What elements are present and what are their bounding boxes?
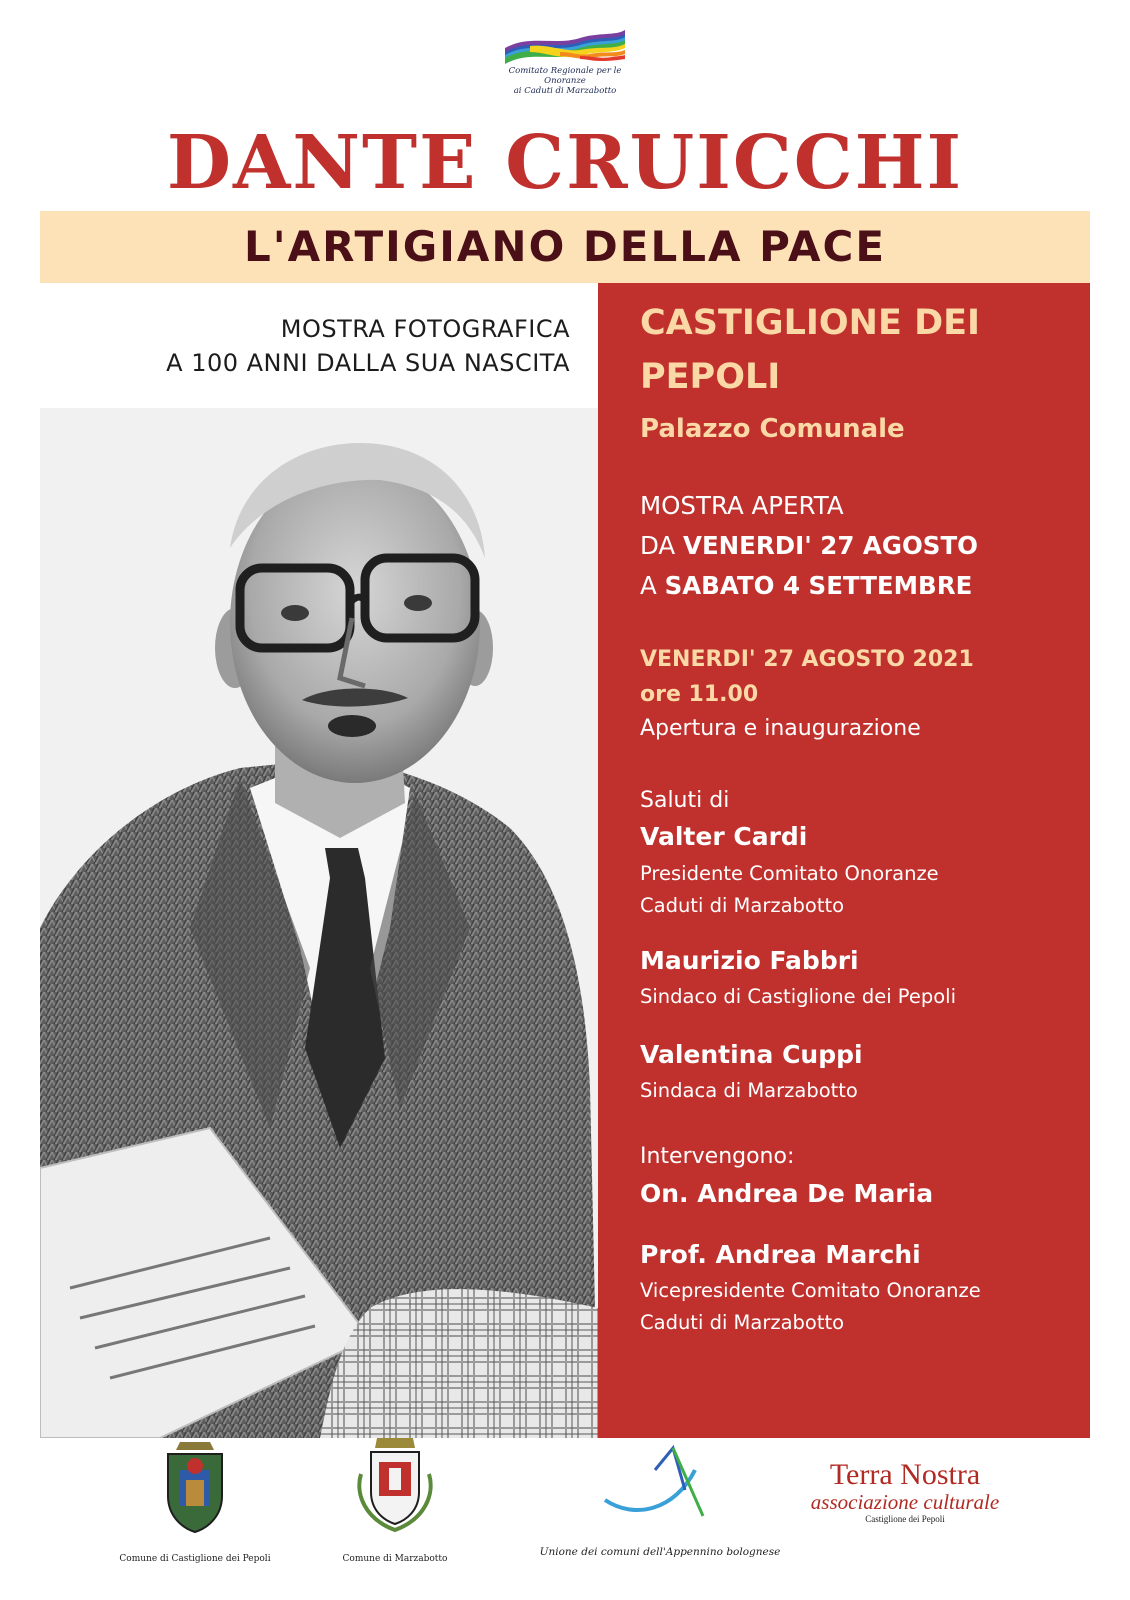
exhibition-dates bbox=[640, 486, 1080, 606]
footer-logo-terra-nostra bbox=[800, 1430, 1010, 1580]
committee-logo-caption-line2: ai Caduti di Marzabotto bbox=[513, 86, 617, 96]
speaker-role: Vicepresidente Comitato Onoranze bbox=[640, 1279, 981, 1302]
intro-line1: MOSTRA FOTOGRAFICA bbox=[280, 315, 570, 343]
committee-logo-caption-line1: Comitato Regionale per le Onoranze bbox=[508, 66, 622, 86]
committee-logo bbox=[490, 26, 640, 98]
person-role: Sindaca di Marzabotto bbox=[640, 1079, 858, 1102]
exhibition-open-label: MOSTRA APERTA bbox=[640, 491, 844, 520]
marzabotto-coat-of-arms-icon bbox=[355, 1434, 435, 1534]
portrait-photo bbox=[40, 408, 598, 1438]
terra-nostra-subtitle: associazione culturale bbox=[810, 1490, 1000, 1514]
person-role: Presidente Comitato Onoranze bbox=[640, 862, 939, 885]
person-name: Valter Cardi bbox=[640, 822, 808, 851]
rainbow-flag-icon bbox=[500, 26, 630, 64]
footer-logo-unione bbox=[530, 1430, 790, 1580]
speaker-role: Caduti di Marzabotto bbox=[640, 1311, 845, 1334]
unione-appennino-mountain-icon bbox=[585, 1430, 735, 1530]
person-role: Caduti di Marzabotto bbox=[640, 894, 845, 917]
portrait-illustration bbox=[40, 408, 598, 1438]
greetings-label: Saluti di bbox=[640, 788, 730, 813]
from-date: VENERDI' 27 AGOSTO bbox=[682, 531, 978, 560]
terra-nostra-place: Castiglione dei Pepoli bbox=[865, 1514, 945, 1524]
committee-logo-caption bbox=[490, 66, 640, 96]
from-prefix: DA bbox=[640, 531, 683, 560]
castiglione-coat-of-arms-icon bbox=[160, 1436, 230, 1536]
exhibition-from bbox=[640, 526, 1080, 566]
speaker-name: Prof. Andrea Marchi bbox=[640, 1240, 921, 1269]
exhibition-intro bbox=[40, 312, 570, 380]
speaker-name: On. Andrea De Maria bbox=[640, 1179, 934, 1208]
location-venue: Palazzo Comunale bbox=[640, 414, 905, 444]
event-description: Apertura e inaugurazione bbox=[640, 716, 921, 741]
city-line2: PEPOLI bbox=[640, 357, 781, 397]
footer-logo2-caption: Comune di Marzabotto bbox=[342, 1554, 448, 1564]
person-name: Maurizio Fabbri bbox=[640, 946, 859, 975]
to-date: SABATO 4 SETTEMBRE bbox=[664, 571, 973, 600]
footer-logo-castiglione bbox=[100, 1430, 290, 1580]
exhibition-to bbox=[640, 566, 1080, 606]
person-role: Sindaco di Castiglione dei Pepoli bbox=[640, 985, 957, 1008]
footer-logo3-caption: Unione dei comuni dell'Appennino bolognese bbox=[539, 1546, 781, 1558]
location-city bbox=[640, 296, 1080, 404]
person-name: Valentina Cuppi bbox=[640, 1040, 863, 1069]
poster-title: DANTE CRUICCHI bbox=[166, 120, 964, 206]
terra-nostra-name: Terra Nostra bbox=[829, 1458, 981, 1491]
event-date: VENERDI' 27 AGOSTO 2021 bbox=[640, 647, 974, 672]
event-time: ore 11.00 bbox=[640, 682, 759, 707]
footer-logo-marzabotto bbox=[320, 1430, 470, 1580]
footer-logo1-caption: Comune di Castiglione dei Pepoli bbox=[119, 1554, 271, 1564]
poster-subtitle: L'ARTIGIANO DELLA PACE bbox=[243, 222, 887, 271]
city-line1: CASTIGLIONE DEI bbox=[640, 303, 981, 343]
to-prefix: A bbox=[640, 571, 665, 600]
speakers-label: Intervengono: bbox=[640, 1144, 795, 1169]
intro-line2: A 100 ANNI DALLA SUA NASCITA bbox=[166, 349, 570, 377]
